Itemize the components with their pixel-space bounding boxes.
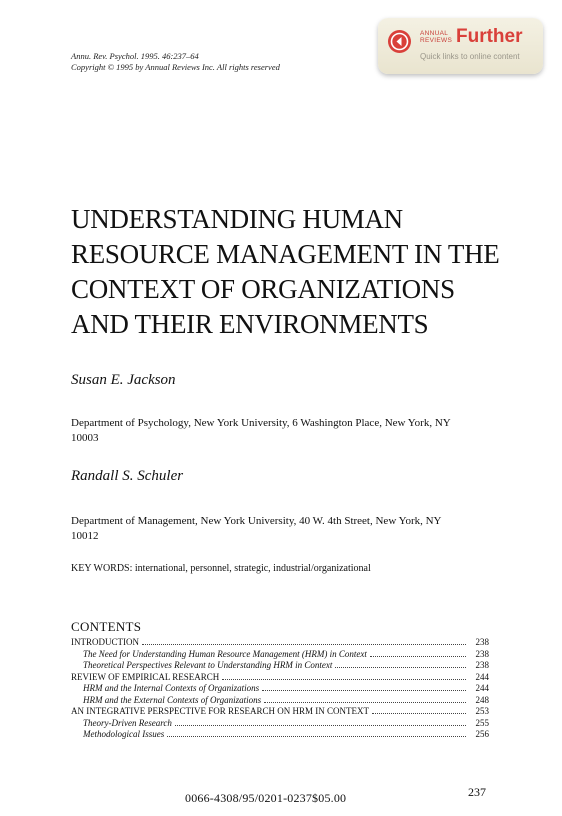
back-arrow-icon xyxy=(388,30,411,53)
toc-page-number: 253 xyxy=(475,706,489,716)
title-line: CONTEXT OF ORGANIZATIONS xyxy=(71,274,455,304)
title-line: AND THEIR ENVIRONMENTS xyxy=(71,309,429,339)
annual-reviews-further-badge[interactable] xyxy=(378,18,543,74)
toc-entry[interactable]: HRM and the External Contexts of Organizations 248 xyxy=(83,694,489,705)
toc-entry[interactable]: REVIEW OF EMPIRICAL RESEARCH 244 xyxy=(71,671,489,682)
article-title xyxy=(71,202,511,342)
table-of-contents xyxy=(71,637,489,741)
toc-page-number: 256 xyxy=(475,729,489,739)
article-code: 0066-4308/95/0201-0237$05.00 xyxy=(185,791,347,805)
toc-page-number: 248 xyxy=(475,694,489,705)
contents-heading: CONTENTS xyxy=(71,619,142,634)
author-name: Randall S. Schuler xyxy=(71,468,184,484)
toc-entry[interactable]: Methodological Issues 256 xyxy=(83,729,489,739)
toc-entry[interactable]: Theory-Driven Research 255 xyxy=(83,717,489,728)
badge-tagline: Quick links to online content xyxy=(420,52,520,61)
title-line: RESOURCE MANAGEMENT IN THE xyxy=(71,239,500,269)
citation-line-1: Annu. Rev. Psychol. 1995. 46:237–64 xyxy=(71,51,199,61)
toc-entry[interactable]: The Need for Understanding Human Resource Management (HRM) in Context 238 xyxy=(83,648,489,659)
toc-page-number: 255 xyxy=(475,717,489,728)
toc-entry[interactable]: Theoretical Perspectives Relevant to Understanding HRM in Context 238 xyxy=(83,660,489,670)
further-label: Further xyxy=(456,26,523,47)
author-affiliation: Department of Psychology, New York University, 6 Washington Place, New York, NY 10003 xyxy=(71,417,451,444)
annual-reviews-logo-text: ANNUAL REVIEWS xyxy=(420,30,453,44)
toc-page-number: 238 xyxy=(475,648,489,659)
title-line: UNDERSTANDING HUMAN xyxy=(71,204,403,234)
toc-entry[interactable]: AN INTEGRATIVE PERSPECTIVE FOR RESEARCH ON HRM IN CONTEXT 253 xyxy=(71,706,489,716)
author-name: Susan E. Jackson xyxy=(71,372,176,388)
citation-line-2: Copyright © 1995 by Annual Reviews Inc. All rights reserved xyxy=(71,62,280,72)
toc-page-number: 238 xyxy=(475,637,489,647)
page-number: 237 xyxy=(468,785,486,799)
toc-page-number: 244 xyxy=(475,683,489,693)
journal-citation xyxy=(71,51,280,73)
toc-page-number: 238 xyxy=(475,660,489,670)
keywords: KEY WORDS: international, personnel, strategic, industrial/organizational xyxy=(71,563,371,574)
author-affiliation: Department of Management, New York University, 40 W. 4th Street, New York, NY 10012 xyxy=(71,515,442,542)
toc-page-number: 244 xyxy=(475,671,489,682)
toc-entry[interactable]: INTRODUCTION 238 xyxy=(71,637,489,647)
toc-entry[interactable]: HRM and the Internal Contexts of Organizations 244 xyxy=(83,683,489,693)
